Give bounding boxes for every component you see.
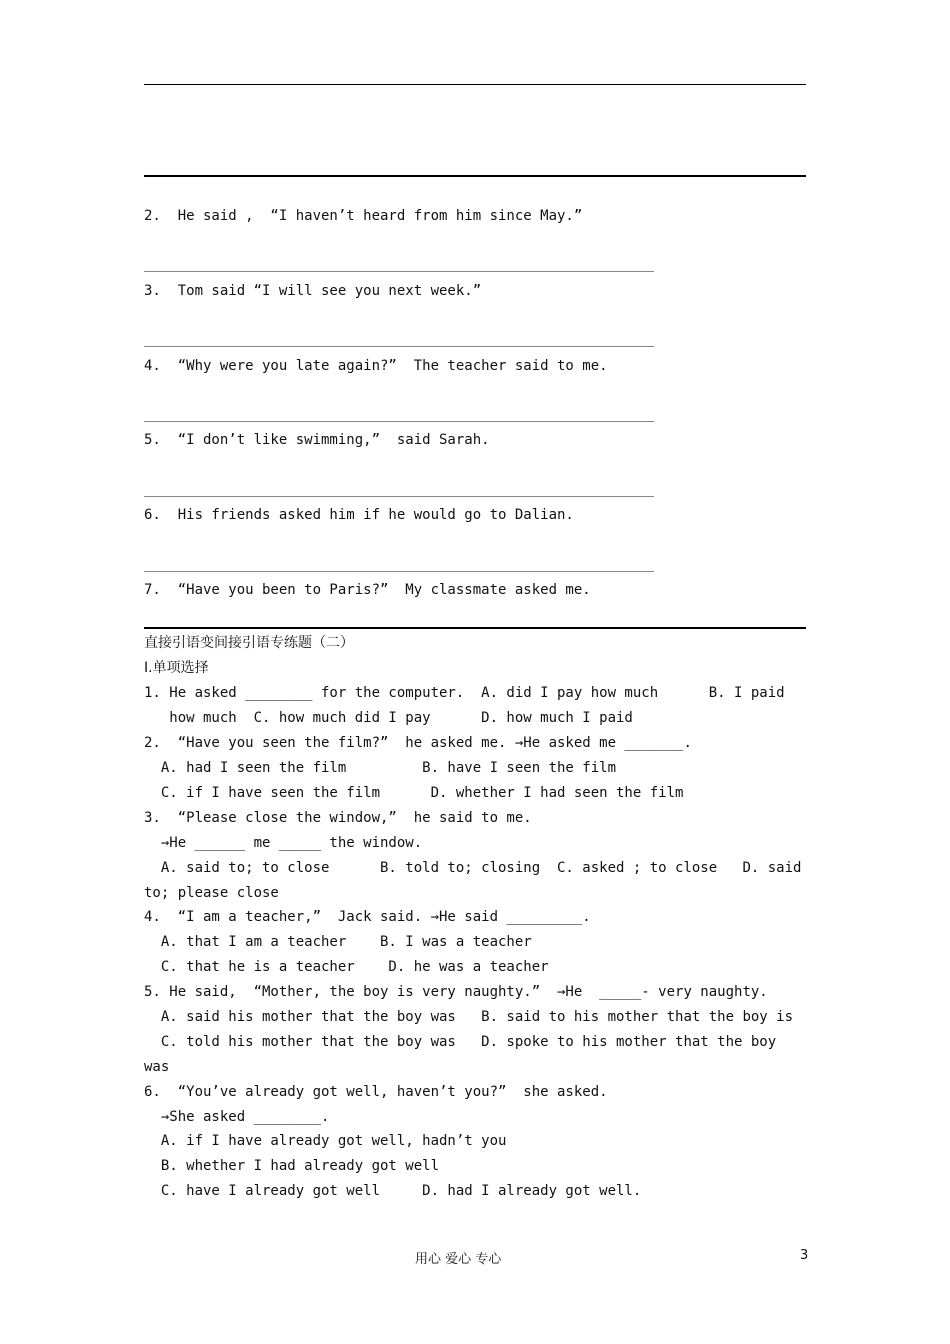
rewrite-item: 3. Tom said “I will see you next week.” [144,283,482,299]
rewrite-item: 5. “I don’t like swimming,” said Sarah. [144,432,490,448]
top-rule [144,84,806,85]
rewrite-item: 2. He said , “I haven’t heard from him since May.” [144,208,583,224]
answer-blank[interactable] [144,571,654,572]
question-line: A. said his mother that the boy was B. said to his mother that the boy is [144,1009,794,1025]
question-line: A. if I have already got well, hadn’t you [144,1133,507,1149]
answer-blank[interactable] [144,496,654,497]
question-line: →She asked ________. [144,1109,330,1125]
question-line: how much C. how much did I pay D. how much I paid [144,710,633,726]
rewrite-item: 4. “Why were you late again?” The teacher said to me. [144,358,608,374]
answer-blank[interactable] [144,271,654,272]
question-line: C. that he is a teacher D. he was a teacher [144,959,549,975]
question-line: to; please close [144,885,279,901]
rewrite-item: 6. His friends asked him if he would go to Dalian. [144,507,574,523]
question-line: 4. “I am a teacher,” Jack said. →He said _________. [144,909,591,925]
section-subtitle: Ⅰ.单项选择 [144,660,209,676]
question-line: →He ______ me _____ the window. [144,835,423,851]
question-line: 2. “Have you seen the film?” he asked me. →He asked me _______. [144,735,692,751]
section-title: 直接引语变间接引语专练题（二） [144,635,354,651]
question-line: 3. “Please close the window,” he said to me. [144,810,532,826]
question-line: 1. He asked ________ for the computer. A. did I pay how much B. I paid [144,685,785,701]
question-line: A. that I am a teacher B. I was a teacher [144,934,532,950]
question-line: C. have I already got well D. had I already got well. [144,1183,642,1199]
question-line: was [144,1059,170,1075]
question-line: C. if I have seen the film D. whether I had seen the film [144,785,684,801]
question-line: B. whether I had already got well [144,1158,440,1174]
answer-blank[interactable] [144,346,654,347]
footer-motto: 用心 爱心 专心 [415,1252,502,1267]
rewrite-item: 7. “Have you been to Paris?” My classmate asked me. [144,582,591,598]
answer-blank[interactable] [144,421,654,422]
question-line: A. said to; to close B. told to; closing C. asked ; to close D. said [144,860,802,876]
question-line: 6. “You’ve already got well, haven’t you?” she asked. [144,1084,608,1100]
page-number: 3 [800,1248,809,1263]
question-line: 5. He said, “Mother, the boy is very naughty.” →He _____- very naughty. [144,984,768,1000]
question-line: A. had I seen the film B. have I seen the film [144,760,617,776]
question-line: C. told his mother that the boy was D. spoke to his mother that the boy [144,1034,777,1050]
answer-rule [144,175,806,177]
section-rule [144,627,806,629]
